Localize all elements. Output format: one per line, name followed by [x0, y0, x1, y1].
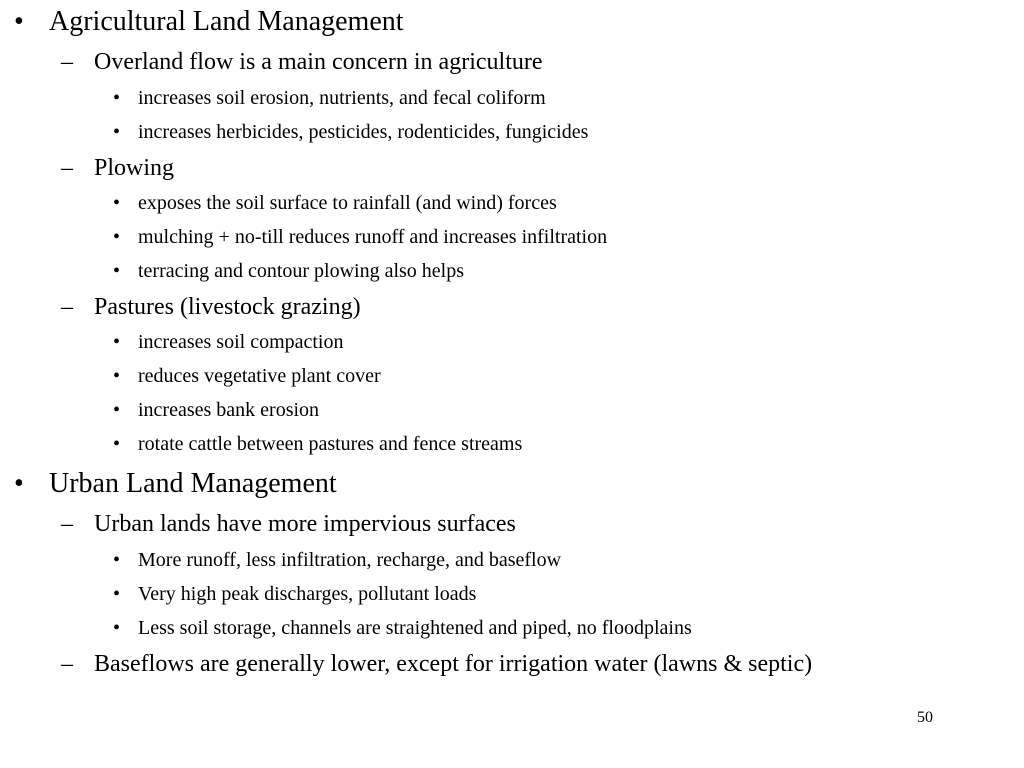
- list-item: increases bank erosion: [138, 399, 320, 421]
- list-item: exposes the soil surface to rainfall (and wind) forces: [138, 192, 557, 214]
- bullet-marker: •: [14, 468, 24, 499]
- page-number: 50: [917, 709, 933, 726]
- list-item: increases soil compaction: [138, 331, 344, 353]
- dash-marker: –: [61, 49, 73, 75]
- list-item: reduces vegetative plant cover: [138, 365, 381, 387]
- list-item: increases soil erosion, nutrients, and fecal coliform: [138, 87, 546, 109]
- list-item: increases herbicides, pesticides, rodenticides, fungicides: [138, 121, 589, 143]
- bullet-marker: •: [113, 192, 121, 214]
- list-item: More runoff, less infiltration, recharge, and baseflow: [138, 549, 562, 571]
- bullet-marker: •: [113, 121, 121, 143]
- bullet-marker: •: [14, 6, 24, 37]
- bullet-marker: •: [113, 226, 121, 248]
- dash-marker: –: [61, 651, 73, 677]
- bullet-marker: •: [113, 399, 121, 421]
- bullet-marker: •: [113, 617, 121, 639]
- subsection-title: Urban lands have more impervious surfaces: [94, 511, 516, 537]
- dash-marker: –: [61, 155, 73, 181]
- subsection-title: Overland flow is a main concern in agriculture: [94, 49, 543, 75]
- section-title: Agricultural Land Management: [49, 6, 404, 37]
- list-item: rotate cattle between pastures and fence streams: [138, 433, 523, 455]
- bullet-marker: •: [113, 549, 121, 571]
- dash-marker: –: [61, 294, 73, 320]
- bullet-marker: •: [113, 260, 121, 282]
- bullet-marker: •: [113, 583, 121, 605]
- bullet-marker: •: [113, 433, 121, 455]
- list-item: Very high peak discharges, pollutant loads: [138, 583, 477, 605]
- bullet-marker: •: [113, 87, 121, 109]
- section-title: Urban Land Management: [49, 468, 337, 499]
- subsection-title: Pastures (livestock grazing): [94, 294, 361, 320]
- list-item: Less soil storage, channels are straightened and piped, no floodplains: [138, 617, 692, 639]
- bullet-marker: •: [113, 365, 121, 387]
- subsection-title: Baseflows are generally lower, except for irrigation water (lawns & septic): [94, 651, 813, 677]
- dash-marker: –: [61, 511, 73, 537]
- bullet-marker: •: [113, 331, 121, 353]
- list-item: mulching + no-till reduces runoff and increases infiltration: [138, 226, 608, 248]
- subsection-title: Plowing: [94, 155, 175, 181]
- list-item: terracing and contour plowing also helps: [138, 260, 465, 282]
